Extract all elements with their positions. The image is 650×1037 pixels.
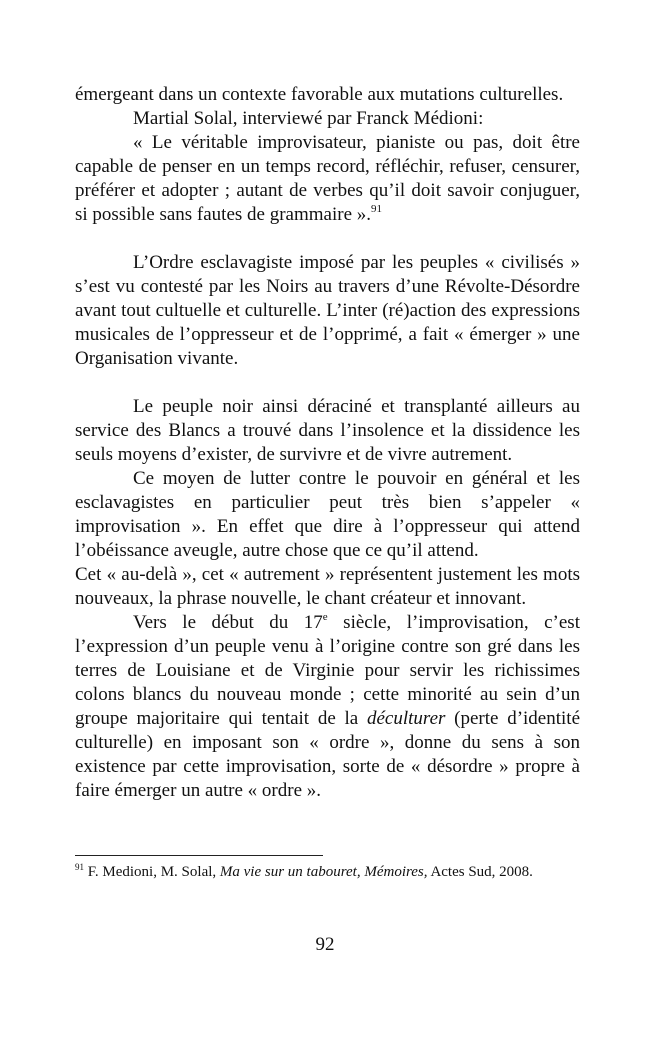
century-superscript: e (322, 611, 328, 623)
paragraph-7: Cet « au-delà », cet « autrement » représentent justement les mots nouveaux, la phrase nouvelle, le chant créateur et innovant. (75, 564, 580, 609)
paragraph-quote (75, 131, 580, 227)
paragraph-8 (75, 611, 580, 803)
paragraph-4: L’Ordre esclavagiste imposé par les peuples « civilisés » s’est vu contesté par les Noirs au travers d’une Révolte-Désordre avant tout cultuelle et culturelle. L’inter (ré)action des expressions musicales de l’oppresseur et de l’opprimé, a fait « émerger » une Organisation vivante. (75, 252, 580, 369)
paragraph-5: Le peuple noir ainsi déraciné et transplanté ailleurs au service des Blancs a trouvé dans l’insolence et la dissidence les seuls moyens d’exister, de survivre et de vivre autrement. (75, 396, 580, 465)
footnote-reference[interactable]: 91 (371, 203, 383, 215)
paragraph-8-part-b: siècle, l’improvisation, c’est l’expression d’un peuple venu à l’origine contre son gré dans les terres de Louisiane et de Virginie pour servir les richissimes colons blancs du nouveau monde ; cette minorité au sein d’un groupe majoritaire qui tentait de la (75, 612, 580, 729)
footnote (75, 862, 580, 883)
paragraph-1: émergeant dans un contexte favorable aux mutations culturelles. (75, 84, 564, 105)
page-number: 92 (315, 934, 335, 955)
footnote-number: 91 (75, 862, 84, 872)
footnote-publisher: Actes Sud, 2008. (427, 864, 533, 880)
footnote-title: Ma vie sur un tabouret, Mémoires, (219, 864, 428, 880)
footnote-authors: F. Medioni, M. Solal, (84, 864, 220, 880)
page-body (75, 83, 580, 803)
paragraph-2: Martial Solal, interviewé par Franck Médioni: (133, 108, 484, 129)
paragraph-8-part-a: Vers le début du 17 (133, 612, 323, 633)
paragraph-8-part-c: (perte d’identité culturelle) en imposant son « ordre », donne du sens à son existence par cette improvisation, sorte de « désordre » propre à faire émerger un autre « ordre ». (75, 708, 581, 801)
quote-text: « Le véritable improvisateur, pianiste ou pas, doit être capable de penser en un temps record, réfléchir, refuser, censurer, préférer et adopter ; autant de verbes qu’il doit savoir conjuguer, si possible sans fautes de grammaire ». (75, 132, 580, 225)
emphasis-word: déculturer (366, 708, 446, 729)
footnote-separator (75, 855, 323, 856)
paragraph-6: Ce moyen de lutter contre le pouvoir en général et les esclavagistes en particulier peut très bien s’appeler « improvisation ». En effet que dire à l’oppresseur qui attend l’obéissance aveugle, autre chose que ce qu’il attend. (75, 468, 580, 561)
